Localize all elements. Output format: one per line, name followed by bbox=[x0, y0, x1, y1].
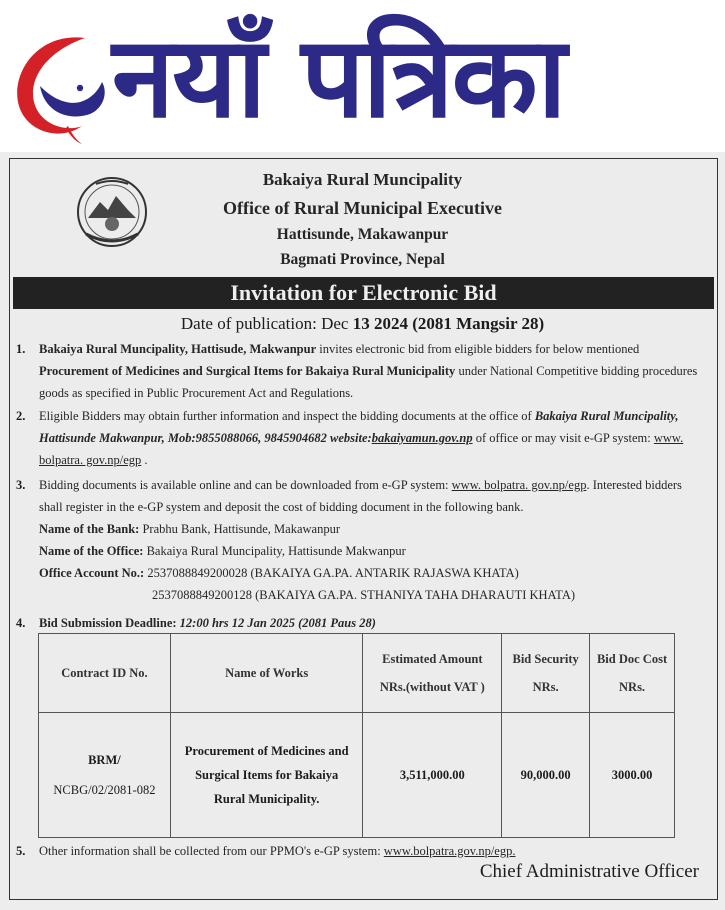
masthead-title: नयाँ पत्रिका bbox=[112, 13, 565, 143]
bank-value: Prabhu Bank, Hattisunde, Makawanpur bbox=[139, 522, 340, 536]
item-2-text-b: of office or may visit e-GP system: bbox=[472, 431, 654, 445]
item-2-text-a: Eligible Bidders may obtain further information and inspect the bidding documents at the office of bbox=[39, 409, 535, 423]
header-bid-security bbox=[502, 634, 590, 713]
item-5-text bbox=[39, 841, 699, 861]
cell-bid-security: 90,000.00 bbox=[502, 713, 590, 838]
item-number-1: 1. bbox=[16, 342, 26, 356]
publication-date-value: 13 2024 (2081 Mangsir 28) bbox=[352, 314, 545, 333]
item-1-text-a: invites electronic bid from eligible bidders for below mentioned bbox=[316, 342, 640, 356]
header-name-of-works: Name of Works bbox=[170, 634, 363, 713]
item-number-5: 5. bbox=[16, 844, 26, 858]
cell-name-of-works bbox=[170, 713, 363, 838]
egp-download-link[interactable]: www. bolpatra. gov.np/egp bbox=[451, 478, 587, 492]
item-2-text-c: . bbox=[141, 453, 148, 467]
header-doccost-line2: NRs. bbox=[619, 680, 646, 694]
deadline-label: Bid Submission Deadline: bbox=[39, 616, 177, 630]
contract-id-line1: BRM/ bbox=[88, 753, 121, 767]
contract-id-line2: NCBG/02/2081-082 bbox=[53, 783, 156, 797]
office-value: Bakaiya Rural Muncipality, Hattisunde Makwanpur bbox=[143, 544, 406, 558]
item-1-text-b: under National Competitive bidding procedures bbox=[455, 364, 698, 378]
item-3-text-a: Bidding documents is available online and can be downloaded from e-GP system: bbox=[39, 478, 452, 492]
header-security-line2: NRs. bbox=[532, 680, 559, 694]
cell-bid-doc-cost: 3000.00 bbox=[590, 713, 675, 838]
item-2-text bbox=[39, 405, 704, 471]
municipality-name: Bakaiya Rural Muncipality bbox=[262, 170, 463, 189]
cell-estimated-amount: 3,511,000.00 bbox=[363, 713, 502, 838]
province-name: Bagmati Province, Nepal bbox=[280, 251, 445, 268]
table-header-row bbox=[39, 634, 675, 713]
item-3-text-c: shall register in the e-GP system and deposit the cost of bidding document in the following bank. bbox=[39, 500, 524, 514]
egp-link-part2[interactable]: bolpatra. gov.np/egp bbox=[39, 453, 142, 467]
header-amount-line1: Estimated Amount bbox=[382, 652, 483, 666]
header-estimated-amount bbox=[363, 634, 502, 713]
item-2-office: Bakaiya Rural Muncipality, bbox=[534, 409, 679, 423]
item-1-issuer: Bakaiya Rural Muncipality, Hattisude, Makwanpur bbox=[39, 342, 317, 356]
work-line2: Surgical Items for Bakaiya bbox=[195, 768, 339, 782]
item-2-contact: Hattisunde Makwanpur, Mob:9855088066, 9845904682 website: bbox=[39, 431, 372, 445]
item-number-4: 4. bbox=[16, 616, 26, 630]
item-number-3: 3. bbox=[16, 478, 26, 492]
item-3-text bbox=[39, 474, 704, 606]
office-label: Name of the Office: bbox=[39, 544, 144, 558]
office-address: Hattisunde, Makawanpur bbox=[276, 226, 449, 243]
item-1-text bbox=[39, 338, 699, 404]
header-security-line1: Bid Security bbox=[512, 652, 579, 666]
header-doccost-line1: Bid Doc Cost bbox=[596, 652, 668, 666]
item-3-text-b: . Interested bidders bbox=[586, 478, 682, 492]
work-line3: Rural Municipality. bbox=[213, 792, 320, 806]
account-value-1: 2537088849200028 (BAKAIYA GA.PA. ANTARIK RAJASWA KHATA) bbox=[144, 566, 519, 580]
item-1-procurement-title: Procurement of Medicines and Surgical Items for Bakaiya Rural Municipality bbox=[39, 364, 456, 378]
header-contract-id: Contract ID No. bbox=[39, 634, 171, 713]
publication-date bbox=[0, 314, 725, 334]
deadline-value: 12:00 hrs 12 Jan 2025 (2081 Paus 28) bbox=[176, 616, 376, 630]
table-row bbox=[39, 713, 675, 838]
municipality-website-link[interactable]: bakaiyamun.gov.np bbox=[371, 431, 473, 445]
account-value-2: 2537088849200128 (BAKAIYA GA.PA. STHANIYA TAHA DHARAUTI KHATA) bbox=[152, 588, 576, 602]
item-5-text-a: Other information shall be collected from our PPMO's e-GP system: bbox=[39, 844, 384, 858]
account-label: Office Account No.: bbox=[39, 566, 145, 580]
item-4-text bbox=[39, 613, 699, 633]
bank-label: Name of the Bank: bbox=[39, 522, 140, 536]
egp-link-part1[interactable]: www. bbox=[653, 431, 684, 445]
newspaper-logo-icon bbox=[10, 30, 110, 145]
work-line1: Procurement of Medicines and bbox=[184, 744, 349, 758]
ppmo-egp-link[interactable]: www.bolpatra.gov.np/egp. bbox=[383, 844, 516, 858]
header-bid-doc-cost bbox=[590, 634, 675, 713]
header-amount-line2: NRs.(without VAT ) bbox=[379, 680, 485, 694]
masthead bbox=[0, 0, 725, 150]
bid-table bbox=[38, 633, 675, 838]
item-1-text-c: goods as specified in Public Procurement Act and Regulations. bbox=[39, 386, 354, 400]
cell-contract-id bbox=[39, 713, 171, 838]
signature-title: Chief Administrative Officer bbox=[479, 861, 699, 882]
item-number-2: 2. bbox=[16, 409, 26, 423]
notice-title-banner: Invitation for Electronic Bid bbox=[13, 277, 714, 309]
office-name: Office of Rural Municipal Executive bbox=[223, 198, 502, 218]
publication-date-prefix: Date of publication: Dec bbox=[180, 314, 353, 333]
